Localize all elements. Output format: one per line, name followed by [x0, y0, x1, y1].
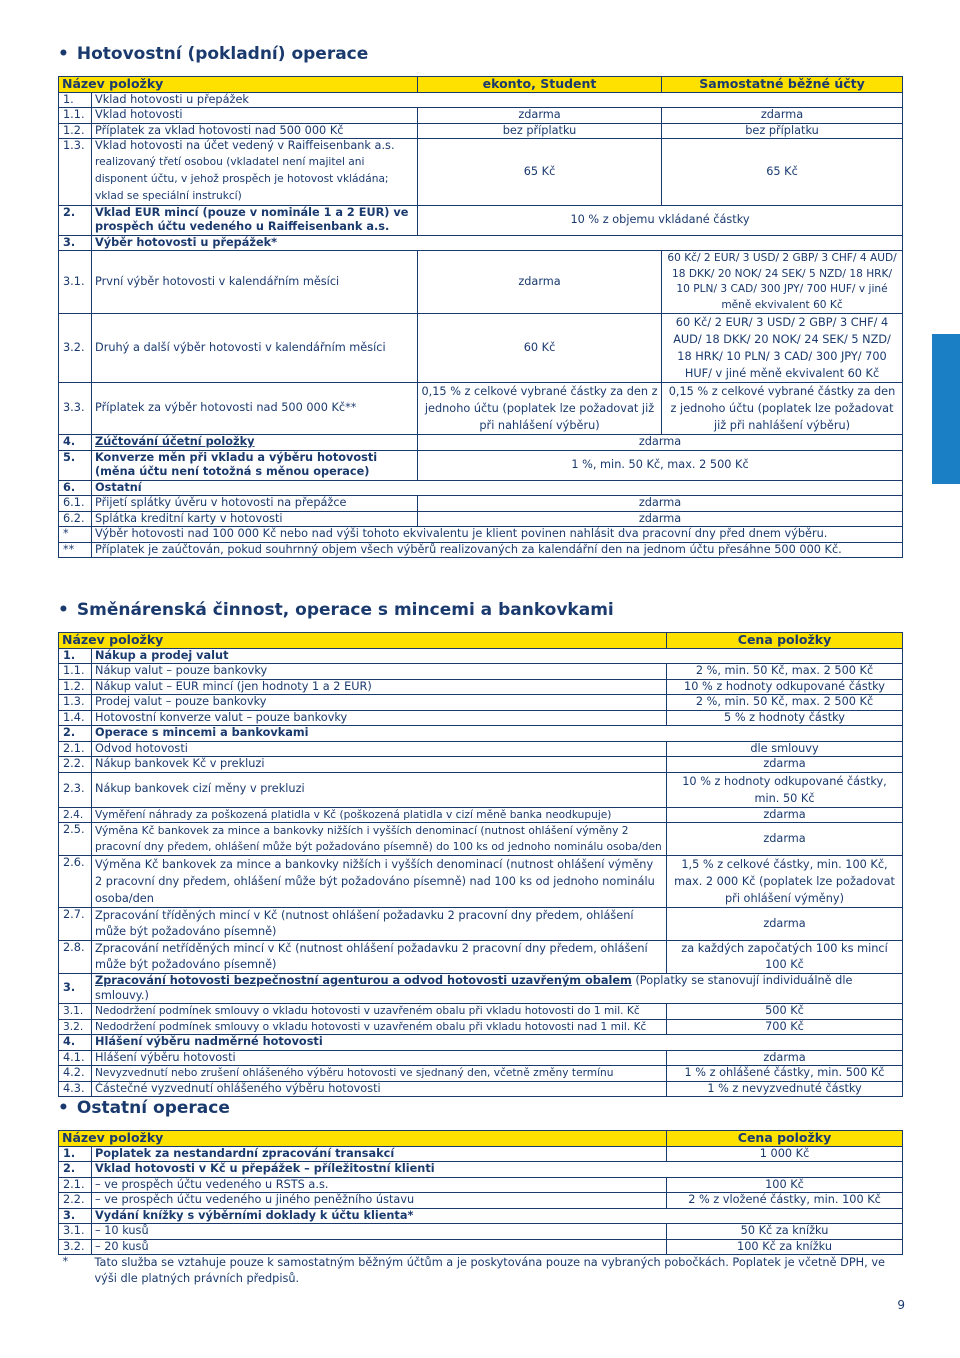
table-row	[59, 1081, 903, 1097]
row-label: Výběr hotovosti u přepážek*	[92, 235, 903, 251]
row-label: Splátka kreditní karty v hotovosti	[92, 511, 418, 527]
table-row	[59, 251, 903, 314]
footnote-mark: *	[59, 527, 92, 543]
row-value: zdarma	[418, 108, 662, 124]
row-label: Odvod hotovosti	[92, 741, 667, 757]
row-number: 3.1.	[59, 1004, 92, 1020]
row-number: 4.	[59, 1035, 92, 1051]
row-value: zdarma	[418, 496, 903, 512]
row-value: zdarma	[418, 435, 903, 451]
row-number: 3.	[59, 974, 92, 1004]
row-label: Ostatní	[92, 480, 903, 496]
row-value: 60 Kč/ 2 EUR/ 3 USD/ 2 GBP/ 3 CHF/ 4 AUD/ 18 DKK/ 20 NOK/ 24 SEK/ 5 NZD/ 18 HRK/ 10 PLN/ 3 CAD/ 300 JPY/ 700 HUF/ v jiné měně ekvivalent 60 Kč	[662, 314, 903, 383]
row-value: 10 % z hodnoty odkupované částky	[667, 679, 903, 695]
table-row	[59, 908, 903, 941]
section-title-exchange	[58, 600, 614, 620]
table-row	[59, 435, 903, 451]
row-value: zdarma	[667, 807, 903, 823]
row-label: Přijetí splátky úvěru v hotovosti na přepážce	[92, 496, 418, 512]
table-row	[59, 480, 903, 496]
bullet-icon: •	[58, 600, 69, 620]
table-row	[59, 450, 903, 480]
row-label-main: Zpracování hotovosti bezpečnostní agenturou a odvod hotovosti uzavřeným obalem	[95, 974, 632, 987]
row-label: Konverze měn při vkladu a výběru hotovosti (měna účtu není totožná s měnou operace)	[92, 450, 418, 480]
table-row	[59, 695, 903, 711]
table-row	[59, 757, 903, 773]
table-row	[59, 710, 903, 726]
row-label-sub: realizovaný třetí osobou (vkladatel není majitel ani disponent účtu, v jehož prospěch je hotovost vkládána; vklad se speciální instrukcí)	[95, 155, 389, 202]
row-value: 2 %, min. 50 Kč, max. 2 500 Kč	[667, 695, 903, 711]
table-row	[59, 1208, 903, 1224]
section-title-text: Ostatní operace	[76, 1098, 230, 1118]
row-value: za každých započatých 100 ks mincí 100 Kč	[667, 941, 903, 974]
row-number: 2.7.	[59, 908, 92, 941]
row-label: Vklad hotovosti	[92, 108, 418, 124]
table-row	[59, 205, 903, 235]
row-value: 700 Kč	[667, 1019, 903, 1035]
row-label: – 10 kusů	[92, 1224, 667, 1240]
row-value: zdarma	[662, 108, 903, 124]
row-number: 4.2.	[59, 1066, 92, 1082]
row-label: Nedodržení podmínek smlouvy o vkladu hotovosti v uzavřeném obalu při vkladu hotovosti do 1 mil. Kč	[92, 1004, 667, 1020]
header-samostatne: Samostatné běžné účty	[662, 77, 903, 93]
table-row	[59, 664, 903, 680]
row-label	[92, 974, 903, 1004]
row-value: zdarma	[667, 757, 903, 773]
table-row	[59, 108, 903, 124]
row-number: 1.	[59, 92, 92, 108]
row-number: 4.3.	[59, 1081, 92, 1097]
row-value: 1,5 % z celkové částky, min. 100 Kč, max. 2 000 Kč (poplatek lze požadovat při ohlášení výměny)	[667, 856, 903, 908]
row-label: Nákup a prodej valut	[92, 648, 903, 664]
cash-operations-table	[58, 76, 903, 558]
row-value: 100 Kč za knížku	[667, 1239, 903, 1255]
row-label: Vklad hotovosti v Kč u přepážek – příležitostní klienti	[92, 1162, 903, 1178]
footnote-row	[59, 527, 903, 543]
row-label: Operace s mincemi a bankovkami	[92, 726, 903, 742]
row-value: zdarma	[667, 1050, 903, 1066]
table-row	[59, 1066, 903, 1082]
row-number: 2.4.	[59, 807, 92, 823]
footnote-text: Příplatek je zaúčtován, pokud souhrnný objem všech výběrů realizovaných za kalendářní den na jednom účtu přesáhne 500 000 Kč.	[92, 542, 903, 558]
row-number: 3.1.	[59, 251, 92, 314]
row-value: zdarma	[667, 823, 903, 856]
row-number: 2.8.	[59, 941, 92, 974]
row-label: – 20 kusů	[92, 1239, 667, 1255]
row-value: 100 Kč	[667, 1177, 903, 1193]
bullet-icon: •	[58, 44, 69, 64]
row-number: 6.	[59, 480, 92, 496]
header-price: Cena položky	[667, 1131, 903, 1147]
row-value: 500 Kč	[667, 1004, 903, 1020]
header-name: Název položky	[59, 77, 418, 93]
row-number: 2.1.	[59, 741, 92, 757]
table-row	[59, 1004, 903, 1020]
row-label: Vklad EUR mincí (pouze v nominále 1 a 2 EUR) ve prospěch účtu vedeného u Raiffeisenbank a.s.	[92, 205, 418, 235]
row-number: 1.	[59, 648, 92, 664]
side-tab-marker	[932, 334, 960, 484]
row-number: 2.	[59, 1162, 92, 1178]
row-value: dle smlouvy	[667, 741, 903, 757]
table-row	[59, 741, 903, 757]
table-row	[59, 807, 903, 823]
row-label: – ve prospěch účtu vedeného u jiného peněžního ústavu	[92, 1193, 667, 1209]
table-row	[59, 139, 903, 206]
header-price: Cena položky	[667, 633, 903, 649]
row-label-note: (Poplatky se stanovují individuálně dle smlouvy.)	[95, 974, 853, 1002]
page-number: 9	[897, 1298, 905, 1312]
row-value: 65 Kč	[662, 139, 903, 206]
row-number: 4.1.	[59, 1050, 92, 1066]
table-row	[59, 974, 903, 1004]
section-title-text: Směnárenská činnost, operace s mincemi a bankovkami	[76, 600, 614, 620]
header-name: Název položky	[59, 633, 667, 649]
row-number: 1.3.	[59, 695, 92, 711]
row-label: Nedodržení podmínek smlouvy o vkladu hotovosti v uzavřeném obalu při vkladu hotovosti nad 1 mil. Kč	[92, 1019, 667, 1035]
row-value: 2 %, min. 50 Kč, max. 2 500 Kč	[667, 664, 903, 680]
row-number: 2.1.	[59, 1177, 92, 1193]
row-value: 65 Kč	[418, 139, 662, 206]
row-label: Příplatek za výběr hotovosti nad 500 000 Kč**	[92, 383, 418, 435]
row-number: 2.	[59, 205, 92, 235]
table-row	[59, 1239, 903, 1255]
row-label: Vydání knížky s výběrními doklady k účtu klienta*	[92, 1208, 903, 1224]
table-row	[59, 823, 903, 856]
row-value: zdarma	[418, 251, 662, 314]
row-label-main: Vklad hotovosti na účet vedený v Raiffeisenbank a.s.	[95, 139, 395, 152]
row-label: Příplatek za vklad hotovosti nad 500 000 Kč	[92, 123, 418, 139]
row-number: 2.6.	[59, 856, 92, 908]
row-number: 5.	[59, 450, 92, 480]
row-number: 1.	[59, 1146, 92, 1162]
row-value: 1 % z ohlášené částky, min. 500 Kč	[667, 1066, 903, 1082]
table-row	[59, 1177, 903, 1193]
row-value: 10 % z objemu vkládané částky	[418, 205, 903, 235]
row-label: Druhý a další výběr hotovosti v kalendářním měsíci	[92, 314, 418, 383]
table-row	[59, 1162, 903, 1178]
row-label: Nákup valut – EUR mincí (jen hodnoty 1 a 2 EUR)	[92, 679, 667, 695]
row-number: 3.2.	[59, 1019, 92, 1035]
row-number: 3.2.	[59, 314, 92, 383]
row-number: 6.1.	[59, 496, 92, 512]
section-title-text: Hotovostní (pokladní) operace	[76, 44, 369, 64]
row-label: První výběr hotovosti v kalendářním měsíci	[92, 251, 418, 314]
exchange-table	[58, 632, 903, 1097]
row-label: Výměna Kč bankovek za mince a bankovky nižších i vyšších denominací (nutnost ohlášení výměny 2 pracovní dny předem, ohlášení může být požadováno písemně) do 100 ks od jednoho nominálu osoba/den	[92, 823, 667, 856]
row-label: – ve prospěch účtu vedeného u RSTS a.s.	[92, 1177, 667, 1193]
table-header	[59, 77, 903, 93]
row-number: 2.3.	[59, 772, 92, 807]
row-value: 50 Kč za knížku	[667, 1224, 903, 1240]
row-value: zdarma	[418, 511, 903, 527]
row-number: 3.3.	[59, 383, 92, 435]
row-value: 0,15 % z celkové vybrané částky za den z jednoho účtu (poplatek lze požadovat již při nahlášení výběru)	[662, 383, 903, 435]
table-row	[59, 1050, 903, 1066]
row-label: Zúčtování účetní položky	[92, 435, 418, 451]
footnote-row	[59, 1255, 903, 1288]
row-value: 1 %, min. 50 Kč, max. 2 500 Kč	[418, 450, 903, 480]
row-number: 3.2.	[59, 1239, 92, 1255]
section-title-other	[58, 1098, 230, 1118]
row-number: 6.2.	[59, 511, 92, 527]
row-value: 10 % z hodnoty odkupované částky, min. 50 Kč	[667, 772, 903, 807]
row-number: 2.2.	[59, 1193, 92, 1209]
table-row	[59, 123, 903, 139]
row-label: Hotovostní konverze valut – pouze bankovky	[92, 710, 667, 726]
header-ekonto: ekonto, Student	[418, 77, 662, 93]
footnote-row	[59, 542, 903, 558]
row-number: 1.4.	[59, 710, 92, 726]
row-number: 2.	[59, 726, 92, 742]
row-number: 2.2.	[59, 757, 92, 773]
row-number: 3.	[59, 1208, 92, 1224]
table-row	[59, 772, 903, 807]
table-header	[59, 1131, 903, 1147]
row-label: Nákup bankovek Kč v prekluzi	[92, 757, 667, 773]
footnote-text: Výběr hotovosti nad 100 000 Kč nebo nad výši tohoto ekvivalentu je klient povinen nahlásit dva pracovní dny před dnem výběru.	[92, 527, 903, 543]
row-label: Nevyzvednutí nebo zrušení ohlášeného výběru hotovosti ve sjednaný den, včetně změny termínu	[92, 1066, 667, 1082]
row-label: Hlášení výběru hotovosti	[92, 1050, 667, 1066]
bullet-icon: •	[58, 1098, 69, 1118]
row-value: 1 000 Kč	[667, 1146, 903, 1162]
table-row	[59, 235, 903, 251]
other-operations-table	[58, 1130, 903, 1287]
row-number: 2.5.	[59, 823, 92, 856]
table-row	[59, 511, 903, 527]
row-label	[92, 139, 418, 206]
row-number: 1.3.	[59, 139, 92, 206]
table-row	[59, 1193, 903, 1209]
table-row	[59, 726, 903, 742]
row-number: 3.1.	[59, 1224, 92, 1240]
table-row	[59, 1019, 903, 1035]
footnote-text: Tato služba se vztahuje pouze k samostatným běžným účtům a je poskytována pouze na vybraných pobočkách. Poplatek je včetně DPH, ve výši dle platných právních předpisů.	[94, 1256, 885, 1285]
row-number: 4.	[59, 435, 92, 451]
table-row	[59, 856, 903, 908]
row-value: bez příplatku	[418, 123, 662, 139]
row-value: zdarma	[667, 908, 903, 941]
row-label: Hlášení výběru nadměrné hotovosti	[92, 1035, 903, 1051]
row-label: Vklad hotovosti u přepážek	[92, 92, 903, 108]
row-value: bez příplatku	[662, 123, 903, 139]
table-row	[59, 92, 903, 108]
row-label: Zpracování tříděných mincí v Kč (nutnost ohlášení požadavku 2 pracovní dny předem, ohlášení může být požadováno písemně)	[92, 908, 667, 941]
section-title-cash-operations	[58, 44, 368, 64]
row-number: 1.2.	[59, 679, 92, 695]
row-number: 1.2.	[59, 123, 92, 139]
table-row	[59, 314, 903, 383]
table-row	[59, 383, 903, 435]
table-row	[59, 679, 903, 695]
row-number: 1.1.	[59, 108, 92, 124]
row-value: 5 % z hodnoty částky	[667, 710, 903, 726]
table-row	[59, 941, 903, 974]
table-header	[59, 633, 903, 649]
row-label: Prodej valut – pouze bankovky	[92, 695, 667, 711]
table-row	[59, 1224, 903, 1240]
row-label: Částečné vyzvednutí ohlášeného výběru hotovosti	[92, 1081, 667, 1097]
row-value: 60 Kč/ 2 EUR/ 3 USD/ 2 GBP/ 3 CHF/ 4 AUD/ 18 DKK/ 20 NOK/ 24 SEK/ 5 NZD/ 18 HRK/ 10 PLN/ 3 CAD/ 300 JPY/ 700 HUF/ v jiné měně ekvivalent 60 Kč	[662, 251, 903, 314]
row-value: 60 Kč	[418, 314, 662, 383]
row-number: 1.1.	[59, 664, 92, 680]
table-row	[59, 1146, 903, 1162]
row-number: 3.	[59, 235, 92, 251]
footnote-mark: **	[59, 542, 92, 558]
row-value: 2 % z vložené částky, min. 100 Kč	[667, 1193, 903, 1209]
row-label: Nákup bankovek cizí měny v prekluzi	[92, 772, 667, 807]
header-name: Název položky	[59, 1131, 667, 1147]
row-value: 1 % z nevyzvednuté částky	[667, 1081, 903, 1097]
table-row	[59, 1035, 903, 1051]
row-label: Nákup valut – pouze bankovky	[92, 664, 667, 680]
row-label: Výměna Kč bankovek za mince a bankovky nižších i vyšších denominací (nutnost ohlášení výměny 2 pracovní dny předem, ohlášení může být požadováno písemně) nad 100 ks od jednoho nominálu osoba/den	[92, 856, 667, 908]
row-label: Vyměření náhrady za poškozená platidla v Kč (poškozená platidla v cizí měně banka neodkupuje)	[92, 807, 667, 823]
table-row	[59, 496, 903, 512]
row-value: 0,15 % z celkové vybrané částky za den z jednoho účtu (poplatek lze požadovat již při nahlášení výběru)	[418, 383, 662, 435]
row-label: Zpracování netříděných mincí v Kč (nutnost ohlášení požadavku 2 pracovní dny předem, ohlášení může být požadováno písemně)	[92, 941, 667, 974]
row-label: Poplatek za nestandardní zpracování transakcí	[92, 1146, 667, 1162]
footnote-mark: *	[62, 1255, 69, 1268]
table-row	[59, 648, 903, 664]
